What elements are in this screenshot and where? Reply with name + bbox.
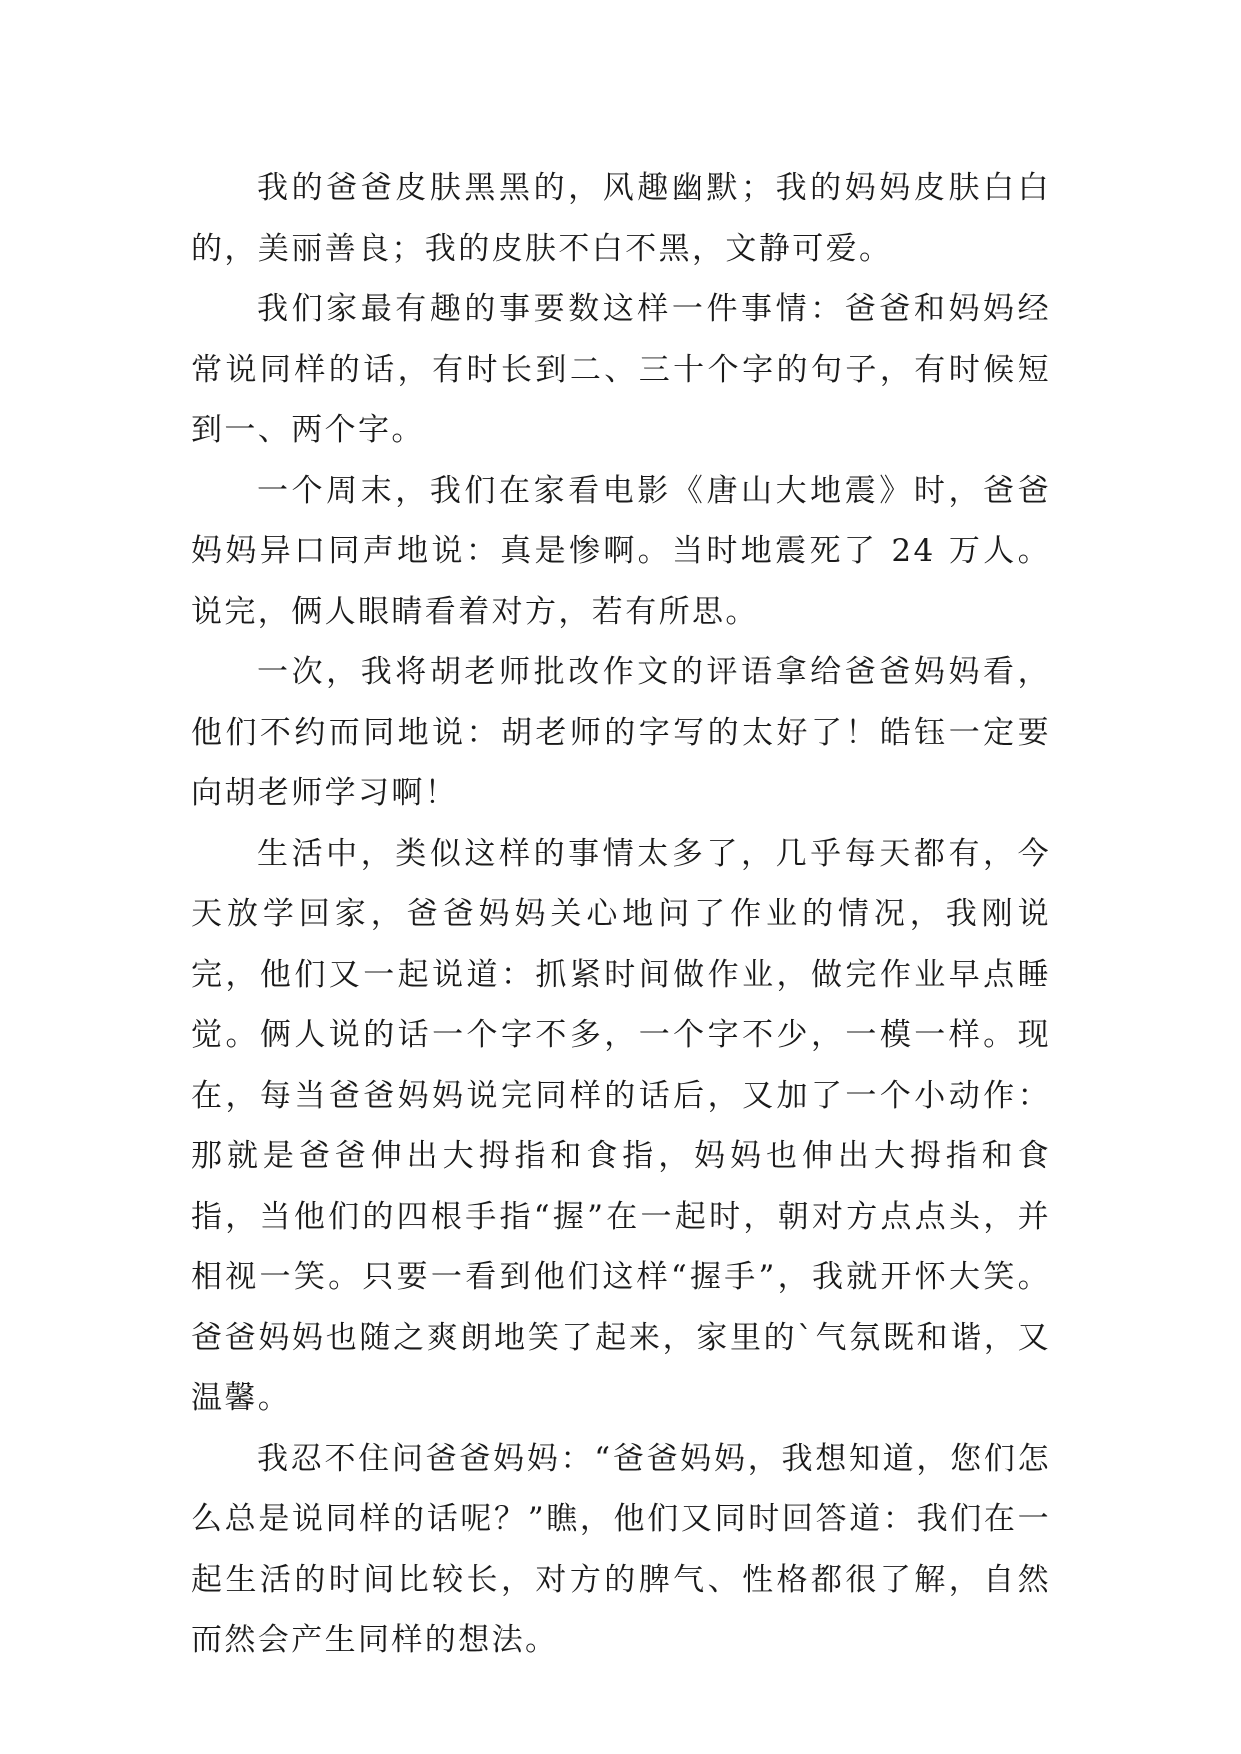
paragraph-1: 我的爸爸皮肤黑黑的，风趣幽默；我的妈妈皮肤白白的，美丽善良；我的皮肤不白不黑，文静可爱。: [191, 170, 1051, 267]
paragraph-3: 一个周末，我们在家看电影《唐山大地震》时，爸爸妈妈异口同声地说：真是惨啊。当时地震死了 24 万人。说完，俩人眼睛看着对方，若有所思。: [191, 472, 1051, 630]
essay-body: [191, 158, 1051, 1671]
paragraph-5: 生活中，类似这样的事情太多了，几乎每天都有，今天放学回家，爸爸妈妈关心地问了作业的情况，我刚说完，他们又一起说道：抓紧时间做作业，做完作业早点睡觉。俩人说的话一个字不多，一个字不少，一模一样。现在，每当爸爸妈妈说完同样的话后，又加了一个小动作：那就是爸爸伸出大拇指和食指，妈妈也伸出大拇指和食指，当他们的四根手指“握”在一起时，朝对方点点头，并相视一笑。只要一看到他们这样“握手”，我就开怀大笑。爸爸妈妈也随之爽朗地笑了起来，家里的`气氛既和谐，又温馨。: [191, 835, 1051, 1416]
paragraph-4: 一次，我将胡老师批改作文的评语拿给爸爸妈妈看，他们不约而同地说：胡老师的字写的太好了！皓钰一定要向胡老师学习啊！: [191, 654, 1051, 811]
paragraph-2: 我们家最有趣的事要数这样一件事情：爸爸和妈妈经常说同样的话，有时长到二、三十个字的句子，有时候短到一、两个字。: [191, 291, 1051, 448]
paragraph-6: 我忍不住问爸爸妈妈：“爸爸妈妈，我想知道，您们怎么总是说同样的话呢？”瞧，他们又同时回答道：我们在一起生活的时间比较长，对方的脾气、性格都很了解，自然而然会产生同样的想法。: [191, 1440, 1051, 1658]
